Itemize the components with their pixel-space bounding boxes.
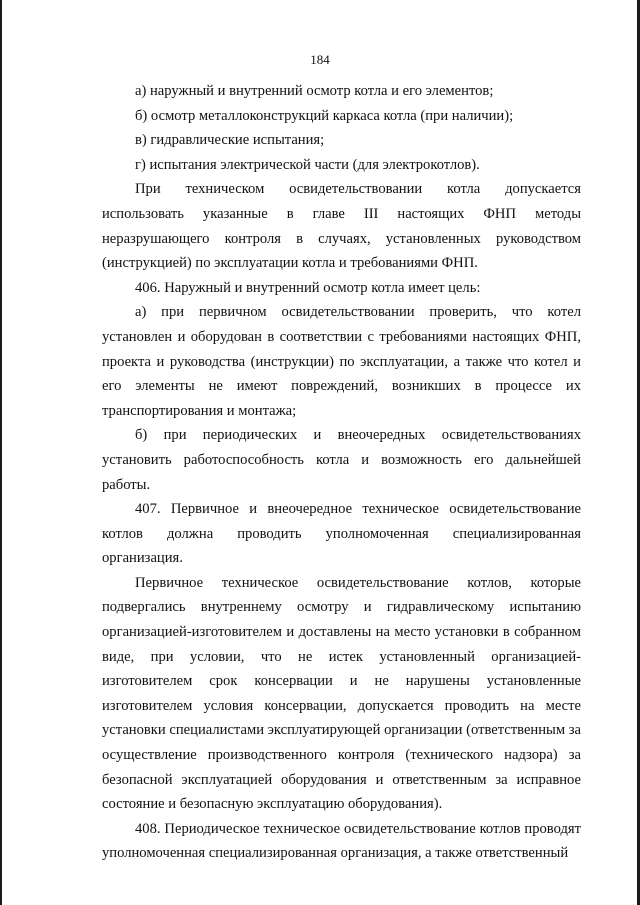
clause-408: 408. Периодическое техническое освидетельствование котлов проводят уполномоченная специализированная организация, а также ответственный xyxy=(102,820,581,862)
scan-border-left xyxy=(0,0,2,905)
clause-407: 407. Первичное и внеочередное техническое освидетельствование котлов должна проводить уполномоченная специализированная организация. xyxy=(102,501,581,567)
paragraph-ndt-methods: При техническом освидетельствовании котла допускается использовать указанные в главе III настоящих ФНП методы неразрушающего контроля в случаях, установленных руководством (инструкцией) по эксплуатации котла и требованиями ФНП. xyxy=(102,181,581,272)
list-item-v: в) гидравлические испытания; xyxy=(135,132,325,149)
list-item-b: б) осмотр металлоконструкций каркаса котла (при наличии); xyxy=(135,107,514,124)
clause-406: 406. Наружный и внутренний осмотр котла имеет цель: xyxy=(135,279,481,296)
document-body xyxy=(102,79,581,866)
list-item-g: г) испытания электрической части (для электрокотлов). xyxy=(135,156,480,173)
page-number: 184 xyxy=(310,52,330,67)
clause-406-item-b: б) при периодических и внеочередных освидетельствованиях установить работоспособность котла и возможность его дальнейшей работы. xyxy=(102,427,581,493)
paragraph-initial-inspection: Первичное техническое освидетельствование котлов, которые подвергались внутреннему осмотру и гидравлическому испытанию организацией-изготовителем и доставлены на место установки в собранном виде, при условии, что не истек установленный организацией-изготовителем срок консервации и не нарушены установленные изготовителем условия консервации, допускается проводить на месте установки специалистами эксплуатирующей организации (ответственным за осуществление производственного контроля (технического надзора) за безопасной эксплуатацией оборудования и ответственным за исправное состояние и безопасную эксплуатацию оборудования). xyxy=(102,574,581,813)
list-item-a: а) наружный и внутренний осмотр котла и его элементов; xyxy=(135,83,494,99)
clause-406-item-a: а) при первичном освидетельствовании проверить, что котел установлен и оборудован в соответствии с требованиями настоящих ФНП, проекта и руководства (инструкции) по эксплуатации, а также что котел и его элементы не имеют повреждений, возникших в процессе их транспортирования и монтажа; xyxy=(102,304,581,419)
